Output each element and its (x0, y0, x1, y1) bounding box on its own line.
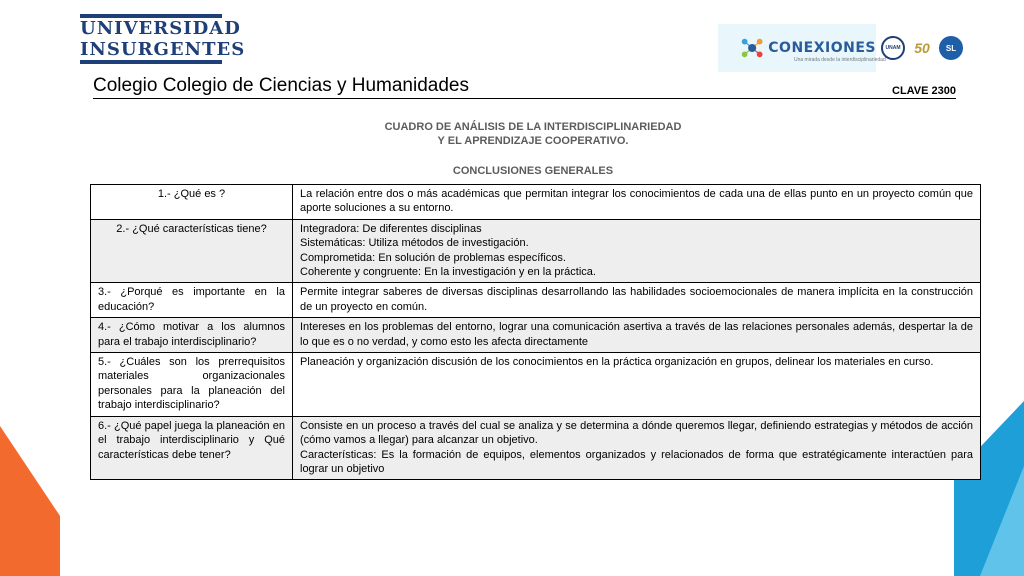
table-row (91, 416, 981, 480)
question-cell: 4.- ¿Cómo motivar a los alumnos para el trabajo interdisciplinario? (91, 318, 293, 353)
university-logo-line2: INSURGENTES (80, 39, 246, 60)
university-logo (80, 14, 246, 64)
title-row (93, 75, 956, 99)
university-logo-line1: UNIVERSIDAD (80, 18, 241, 39)
conexiones-logo (718, 24, 886, 72)
decorative-orange-corner (0, 426, 60, 576)
question-cell: 2.- ¿Qué características tiene? (91, 219, 293, 283)
partner-logos (718, 24, 970, 72)
answer-line: Características: Es la formación de equipos, elementos organizados y relacionados de forma que estratégicamente interactúen para lograr un objetivo (300, 448, 973, 475)
answer-cell (293, 219, 981, 283)
sl-logo: SL (939, 36, 963, 60)
question-cell: 6.- ¿Qué papel juega la planeación en el trabajo interdisciplinario y Qué características debe tener? (91, 416, 293, 480)
table-row (91, 219, 981, 283)
question-cell: 1.- ¿Qué es ? (91, 185, 293, 220)
answer-line: Permite integrar saberes de diversas disciplinas desarrollando las habilidades socioemocionales de manera implícita en la construcción de un proyecto en común. (300, 286, 973, 313)
answer-line: Integradora: De diferentes disciplinas (300, 222, 482, 235)
conexiones-logo-text: CONEXIONES (768, 40, 876, 56)
answer-cell (293, 353, 981, 417)
heading-line2: Y EL APRENDIZAJE COOPERATIVO. (437, 135, 629, 147)
question-cell: 3.- ¿Porqué es importante en la educación? (91, 283, 293, 318)
answer-line: Consiste en un proceso a través del cual se analiza y se determina a dónde queremos llegar, definiendo estrategias y métodos de acción (cómo vamos a llegar) para alcanzar un objetivo. (300, 419, 973, 447)
clave-label: CLAVE 2300 (892, 85, 956, 97)
answer-line: Intereses en los problemas del entorno, lograr una comunicación asertiva a través de las relaciones personales además, despertar la de lo que es o no verdad, y como esto les afecta directamente (300, 321, 973, 348)
anniversary-logo: 50 (910, 36, 934, 60)
question-cell: 5.- ¿Cuáles son los prerrequisitos materiales organizacionales personales para la planeación del trabajo interdisciplinario? (91, 353, 293, 417)
unam-logo: UNAM (881, 36, 905, 60)
conexiones-tagline: Una mirada desde la interdisciplinariedad (794, 57, 886, 63)
college-title: Colegio Colegio de Ciencias y Humanidades (93, 75, 469, 96)
conexiones-network-icon (740, 29, 764, 67)
section-heading: CONCLUSIONES GENERALES (452, 165, 614, 177)
answer-line: Comprometida: En solución de problemas específicos. (300, 251, 566, 264)
table-row (91, 283, 981, 318)
table-row (91, 318, 981, 353)
answer-line: Planeación y organización discusión de los conocimientos en la práctica organización en grupos, delinear los materiales en curso. (300, 356, 934, 369)
table-row (91, 353, 981, 417)
answer-cell (293, 318, 981, 353)
heading-line1: CUADRO DE ANÁLISIS DE LA INTERDISCIPLINARIEDAD (384, 121, 682, 133)
analysis-table (90, 184, 981, 480)
answer-line: Sistemáticas: Utiliza métodos de investigación. (300, 237, 529, 250)
answer-cell (293, 416, 981, 480)
answer-line: La relación entre dos o más académicas que permitan integrar los conocimientos de cada una de ellas punto en un proyecto común que aporte soluciones a su entorno. (300, 188, 973, 215)
answer-cell (293, 185, 981, 220)
answer-line: Coherente y congruente: En la investigación y en la práctica. (300, 266, 596, 279)
table-row (91, 185, 981, 220)
answer-cell (293, 283, 981, 318)
